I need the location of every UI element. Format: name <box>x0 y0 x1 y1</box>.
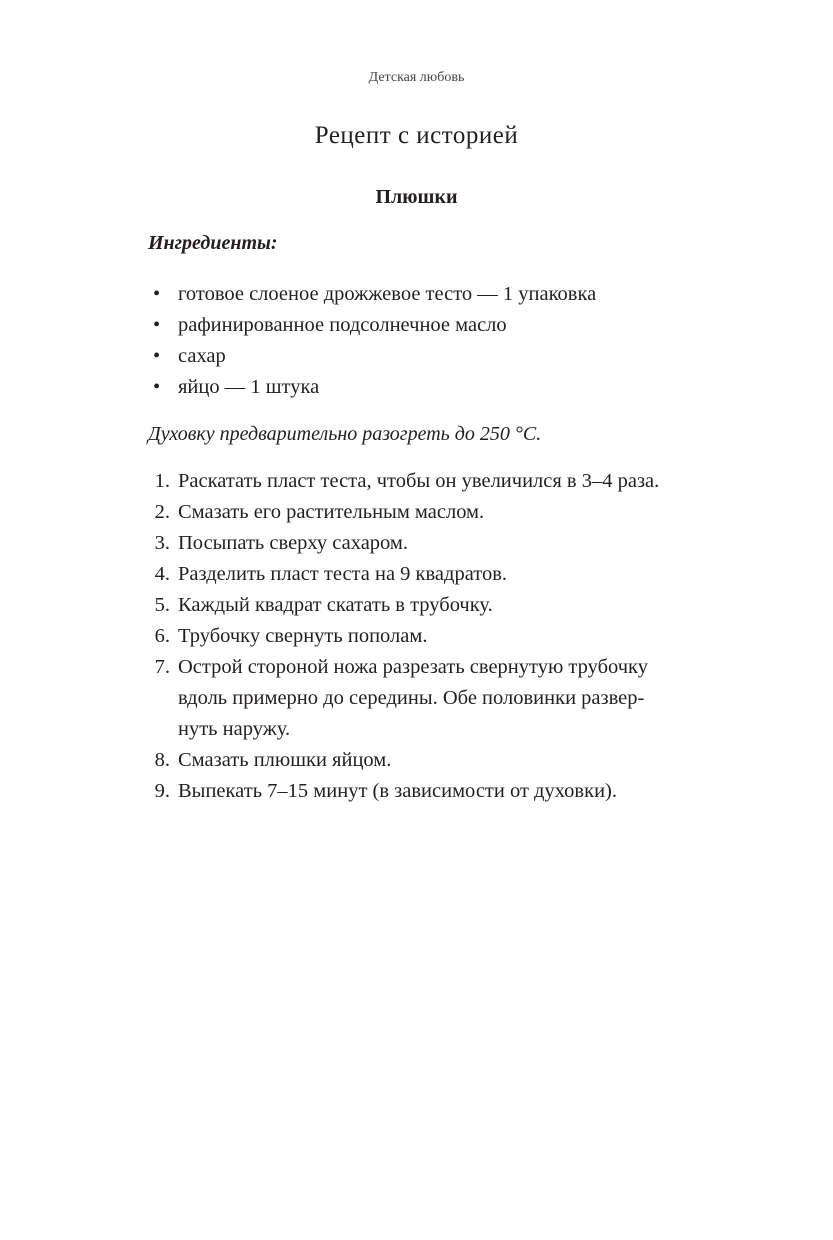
step-text: нуть наружу. <box>178 718 291 740</box>
step-item <box>140 528 659 559</box>
step-number: 5. <box>154 594 170 616</box>
ingredients-list <box>148 279 596 403</box>
step-text: Каждый квадрат скатать в трубочку. <box>178 594 493 616</box>
step-number: 4. <box>154 563 170 585</box>
ingredient-text: рафинированное подсолнечное масло <box>178 314 507 336</box>
step-item <box>140 652 659 745</box>
ingredient-text: яйцо — 1 штука <box>178 376 320 398</box>
step-number: 7. <box>154 656 170 678</box>
step-text: Посыпать сверху сахаром. <box>178 532 408 554</box>
ingredient-text: сахар <box>178 345 226 367</box>
bullet-icon: • <box>153 283 161 305</box>
step-item <box>140 497 659 528</box>
bullet-icon: • <box>153 345 161 367</box>
step-text: Смазать его растительным маслом. <box>178 501 485 523</box>
step-item <box>140 776 659 807</box>
ingredient-item <box>148 372 596 403</box>
step-number: 8. <box>154 749 170 771</box>
ingredient-item <box>148 341 596 372</box>
running-header: Детская любовь <box>368 70 465 85</box>
step-item <box>140 621 659 652</box>
recipe-name: Плюшки <box>375 186 458 208</box>
step-text: вдоль примерно до середины. Обе половинки развер- <box>178 687 645 709</box>
step-text: Острой стороной ножа разрезать свернутую трубочку <box>178 656 648 678</box>
page-title: Рецепт с историей <box>314 122 519 149</box>
steps-list <box>140 466 659 807</box>
ingredient-text: готовое слоеное дрожжевое тесто — 1 упаковка <box>178 283 597 305</box>
ingredient-item <box>148 310 596 341</box>
step-item <box>140 559 659 590</box>
step-text: Трубочку свернуть пополам. <box>178 625 428 647</box>
bullet-icon: • <box>153 314 161 336</box>
step-number: 3. <box>154 532 170 554</box>
step-item <box>140 466 659 497</box>
step-text: Смазать плюшки яйцом. <box>178 749 392 771</box>
step-text: Разделить пласт теста на 9 квадратов. <box>178 563 508 585</box>
step-number: 6. <box>154 625 170 647</box>
bullet-icon: • <box>153 376 161 398</box>
step-item <box>140 745 659 776</box>
step-text: Выпекать 7–15 минут (в зависимости от духовки). <box>178 780 617 802</box>
step-number: 1. <box>154 470 170 492</box>
step-text: Раскатать пласт теста, чтобы он увеличился в 3–4 раза. <box>178 470 660 492</box>
ingredients-heading: Ингредиенты: <box>148 232 278 254</box>
ingredient-item <box>148 279 596 310</box>
step-item <box>140 590 659 621</box>
step-number: 9. <box>154 780 170 802</box>
oven-note: Духовку предварительно разогреть до 250 °C. <box>148 423 542 445</box>
step-number: 2. <box>154 501 170 523</box>
